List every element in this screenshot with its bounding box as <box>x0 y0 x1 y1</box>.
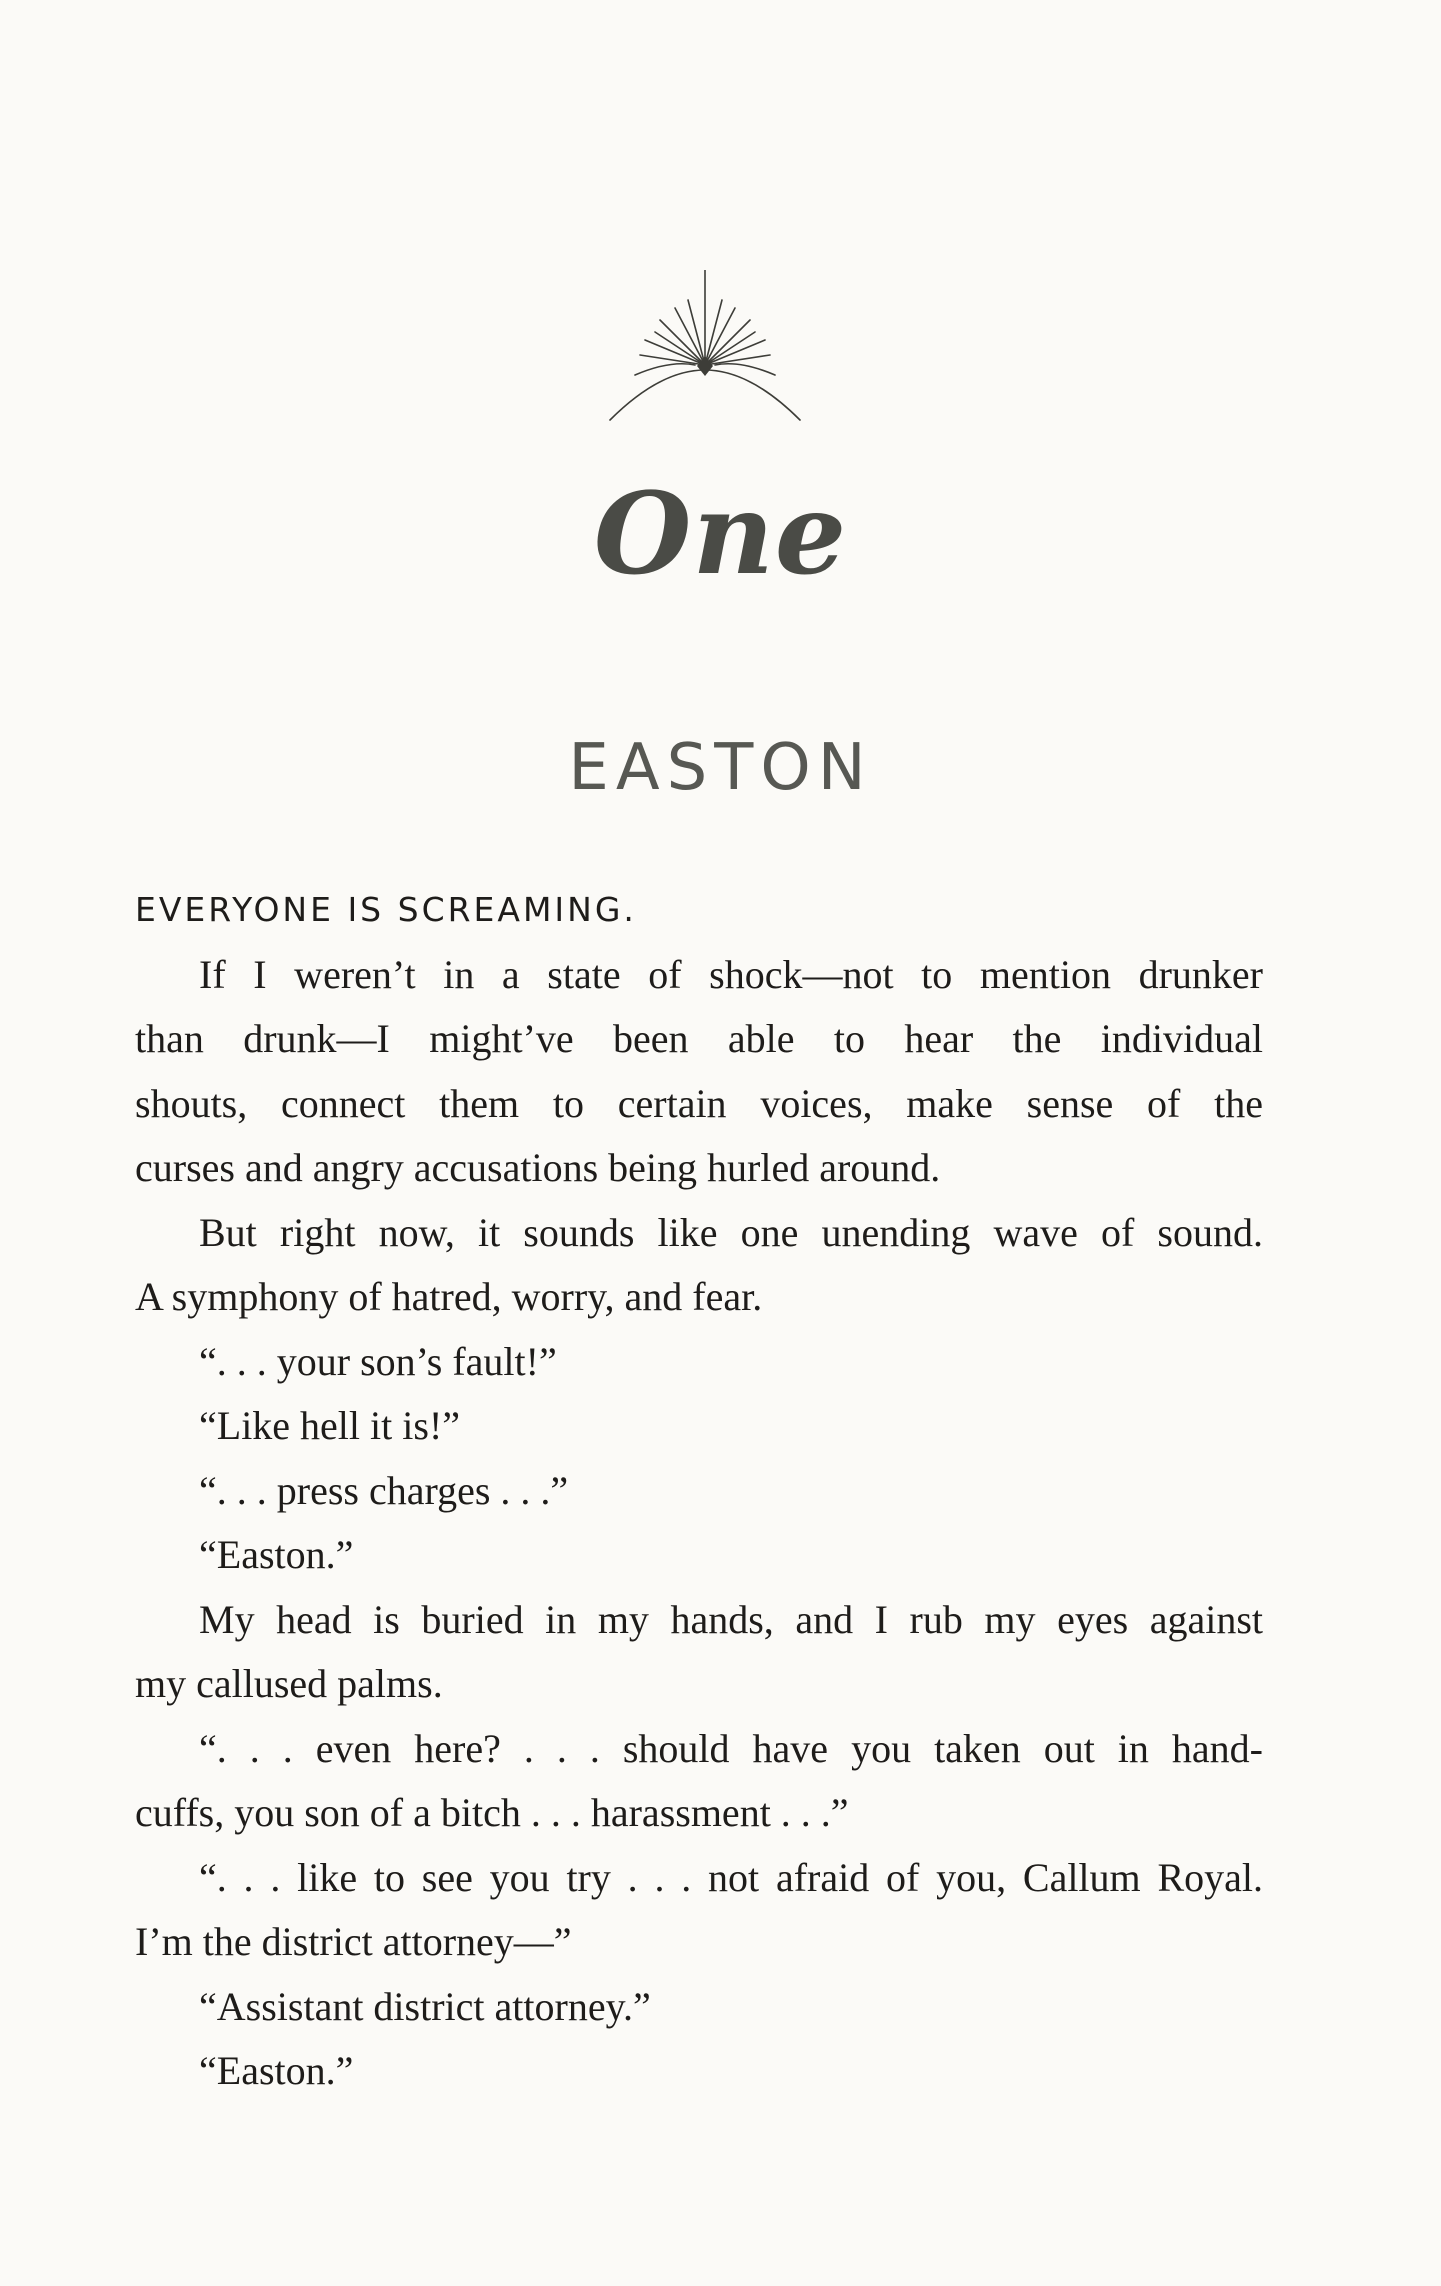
text-line: “. . . like to see you try . . . not afraid of you, Callum Royal. <box>199 1854 1263 1900</box>
text-line: “. . . your son’s fault!” <box>199 1338 557 1384</box>
text-line: shouts, connect them to certain voices, make sense of the <box>135 1080 1263 1126</box>
chapter-opener: EVERYONE IS SCREAMING. <box>135 890 637 929</box>
text-line: But right now, it sounds like one unending wave of sound. <box>199 1209 1263 1255</box>
text-line: cuffs, you son of a bitch . . . harassment . . .” <box>135 1790 849 1835</box>
chapter-number: One <box>593 469 848 600</box>
text-line: A symphony of hatred, worry, and fear. <box>135 1274 763 1319</box>
chapter-body <box>135 878 1263 2104</box>
text-line: “Like hell it is!” <box>199 1403 461 1448</box>
text-line: My head is buried in my hands, and I rub my eyes against <box>199 1596 1263 1642</box>
text-line: “Easton.” <box>199 2048 354 2093</box>
text-line: than drunk—I might’ve been able to hear the individual <box>135 1016 1263 1061</box>
text-line: curses and angry accusations being hurled around. <box>135 1145 941 1190</box>
text-line: my callused palms. <box>135 1661 443 1706</box>
text-line: “Assistant district attorney.” <box>199 1983 651 2029</box>
text-line: “. . . press charges . . .” <box>199 1467 569 1513</box>
sunburst-ornament-icon <box>600 270 810 430</box>
text-line: If I weren’t in a state of shock—not to mention drunker <box>199 951 1263 997</box>
chapter-pov-title: EASTON <box>568 731 873 805</box>
text-line: “. . . even here? . . . should have you taken out in hand- <box>199 1725 1263 1771</box>
text-line: I’m the district attorney—” <box>135 1919 572 1964</box>
text-line: “Easton.” <box>199 1532 354 1577</box>
